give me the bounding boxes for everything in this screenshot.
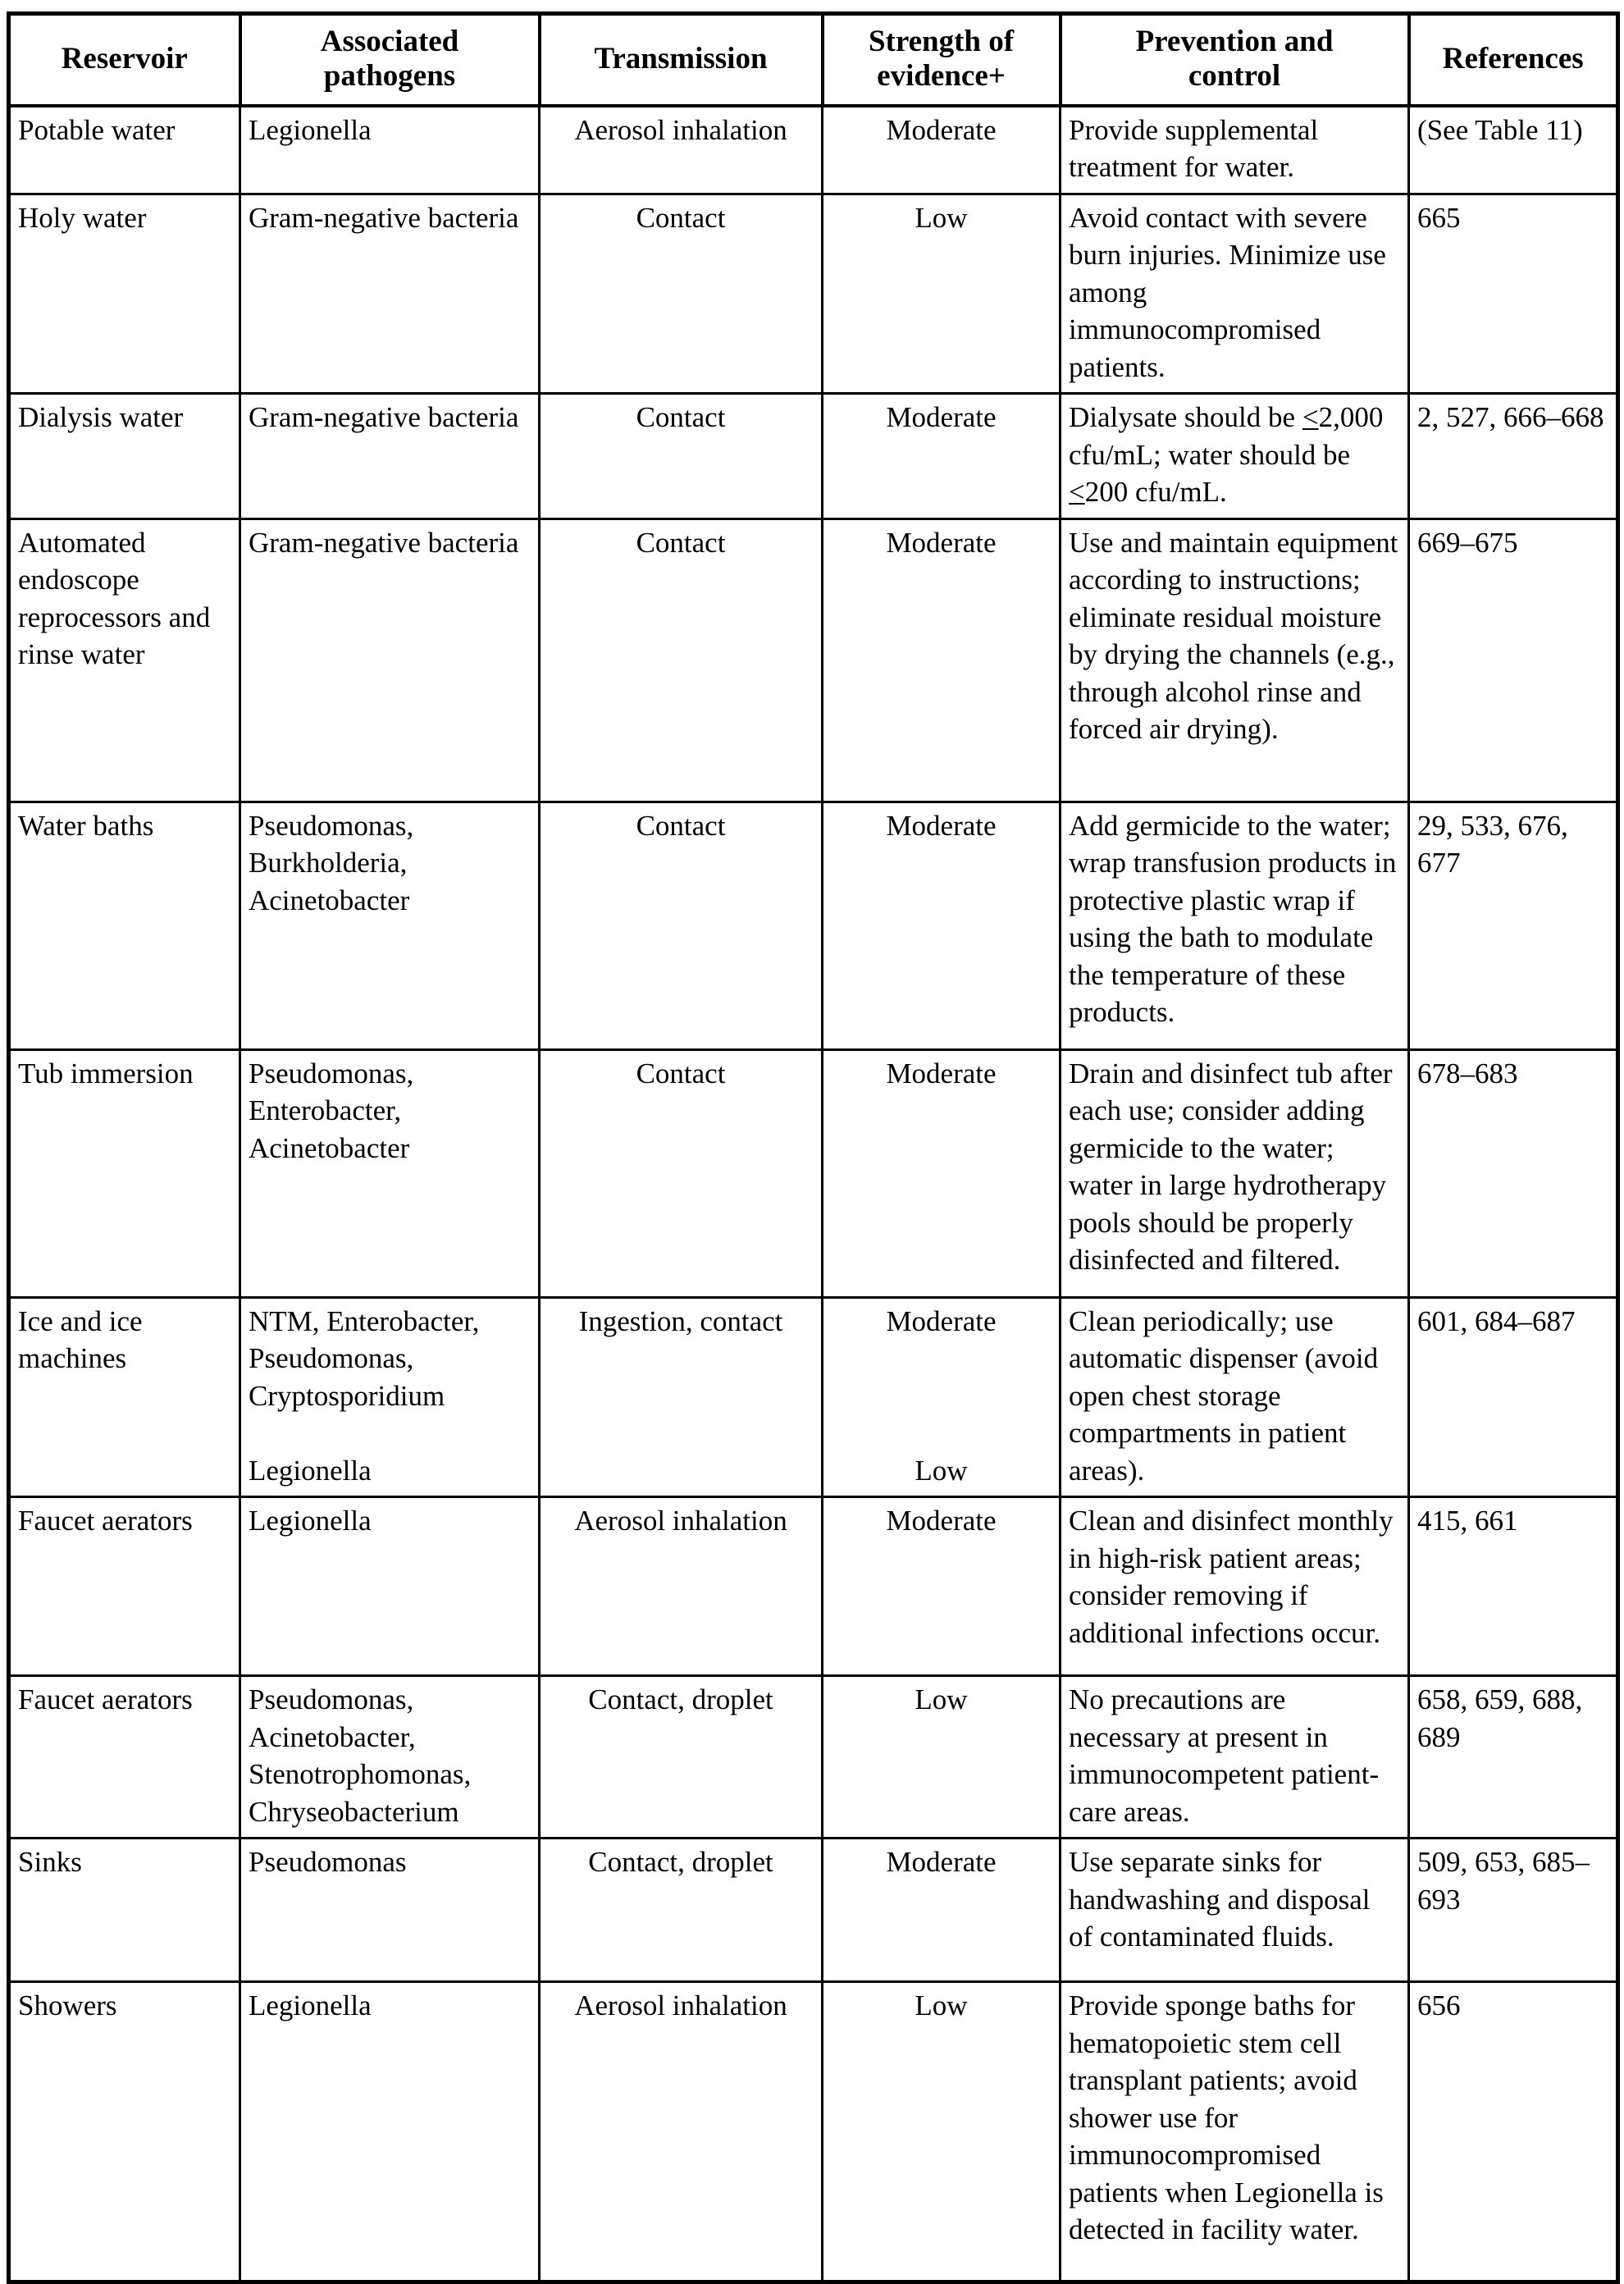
cell-reservoir: Tub immersion bbox=[9, 1049, 240, 1297]
column-header-associated-pathogens bbox=[240, 14, 540, 106]
cell-transmission: Contact bbox=[540, 1049, 823, 1297]
cell-reservoir: Faucet aerators bbox=[9, 1676, 240, 1839]
column-header-reservoir bbox=[9, 14, 240, 106]
less-than-or-equal-symbol: < bbox=[1302, 401, 1319, 434]
cell-prevention bbox=[1061, 394, 1409, 519]
evidence-spacer-3 bbox=[831, 1414, 1051, 1452]
cell-reservoir: Water baths bbox=[9, 802, 240, 1049]
cell-references: 665 bbox=[1409, 194, 1618, 394]
cell-pathogens: Legionella bbox=[240, 1497, 540, 1676]
pathogens-secondary: Legionella bbox=[249, 1454, 372, 1487]
cell-references: 29, 533, 676, 677 bbox=[1409, 802, 1618, 1049]
cell-pathogens bbox=[240, 1297, 540, 1497]
cell-references: 656 bbox=[1409, 1982, 1618, 2282]
table-row bbox=[9, 1676, 1618, 1839]
table-row bbox=[9, 518, 1618, 802]
cell-transmission: Contact bbox=[540, 518, 823, 802]
cell-prevention: Clean and disinfect monthly in high-risk patient areas; consider removing if additional infections occur. bbox=[1061, 1497, 1409, 1676]
table-row bbox=[9, 1297, 1618, 1497]
column-header-reservoir-label: Reservoir bbox=[61, 41, 188, 75]
cell-prevention: Provide sponge baths for hematopoietic stem cell transplant patients; avoid shower use for immunocompromised patients when Legionella is detected in facility water. bbox=[1061, 1982, 1409, 2282]
column-header-prevention-line2: control bbox=[1188, 58, 1281, 93]
cell-evidence: Low bbox=[823, 194, 1061, 394]
column-header-references-label: References bbox=[1442, 41, 1584, 75]
cell-reservoir: Automated endoscope reprocessors and rinse water bbox=[9, 518, 240, 802]
table-row bbox=[9, 194, 1618, 394]
pathogens-primary: NTM, Enterobacter, Pseudomonas, Cryptosporidium bbox=[249, 1304, 480, 1412]
cell-evidence: Low bbox=[823, 1982, 1061, 2282]
cell-references: 415, 661 bbox=[1409, 1497, 1618, 1676]
cell-evidence: Moderate bbox=[823, 106, 1061, 194]
evidence-secondary: Low bbox=[915, 1454, 968, 1487]
prevention-text-part3: 200 cfu/mL. bbox=[1084, 476, 1227, 509]
cell-transmission: Contact, droplet bbox=[540, 1676, 823, 1839]
cell-reservoir: Dialysis water bbox=[9, 394, 240, 519]
cell-prevention: Drain and disinfect tub after each use; consider adding germicide to the water; water in large hydrotherapy pools should be properly disinfected and filtered. bbox=[1061, 1049, 1409, 1297]
cell-transmission: Contact bbox=[540, 194, 823, 394]
cell-reservoir: Ice and ice machines bbox=[9, 1297, 240, 1497]
cell-references: 669–675 bbox=[1409, 518, 1618, 802]
table-header-row bbox=[9, 14, 1618, 106]
column-header-transmission bbox=[540, 14, 823, 106]
table-row bbox=[9, 802, 1618, 1049]
cell-reservoir: Faucet aerators bbox=[9, 1497, 240, 1676]
cell-prevention: Use and maintain equipment according to instructions; eliminate residual moisture by drying the channels (e.g., through alcohol rinse and forced air drying). bbox=[1061, 518, 1409, 802]
cell-transmission: Contact bbox=[540, 802, 823, 1049]
cell-evidence: Moderate bbox=[823, 518, 1061, 802]
cell-transmission: Aerosol inhalation bbox=[540, 1982, 823, 2282]
cell-reservoir: Sinks bbox=[9, 1839, 240, 1982]
column-header-evidence-line1: Strength of bbox=[868, 25, 1015, 58]
evidence-spacer-2 bbox=[831, 1377, 1051, 1415]
cell-prevention: Avoid contact with severe burn injuries. Minimize use among immunocompromised patients. bbox=[1061, 194, 1409, 394]
cell-pathogens: Legionella bbox=[240, 1982, 540, 2282]
cell-references: (See Table 11) bbox=[1409, 106, 1618, 194]
column-header-pathogens-line2: pathogens bbox=[323, 58, 456, 93]
column-header-evidence-line2: evidence+ bbox=[877, 58, 1006, 93]
water-reservoirs-table bbox=[7, 11, 1620, 2284]
column-header-pathogens-line1: Associated bbox=[320, 25, 459, 58]
table-body bbox=[9, 106, 1618, 2282]
table-row bbox=[9, 1839, 1618, 1982]
pathogens-spacer bbox=[249, 1414, 531, 1452]
cell-pathogens: Pseudomonas, Burkholderia, Acinetobacter bbox=[240, 802, 540, 1049]
cell-pathogens: Gram-negative bacteria bbox=[240, 194, 540, 394]
cell-prevention: No precautions are necessary at present in immunocompetent patient-care areas. bbox=[1061, 1676, 1409, 1839]
evidence-spacer-1 bbox=[831, 1340, 1051, 1377]
cell-evidence: Moderate bbox=[823, 1497, 1061, 1676]
prevention-text-part2: 2,000 cfu/mL; water should be bbox=[1069, 401, 1384, 471]
cell-evidence: Low bbox=[823, 1676, 1061, 1839]
table-row bbox=[9, 1049, 1618, 1297]
cell-evidence bbox=[823, 1297, 1061, 1497]
less-than-or-equal-symbol: < bbox=[1069, 476, 1085, 509]
cell-evidence: Moderate bbox=[823, 394, 1061, 519]
cell-pathogens: Pseudomonas, Acinetobacter, Stenotrophomonas, Chryseobacterium bbox=[240, 1676, 540, 1839]
cell-reservoir: Potable water bbox=[9, 106, 240, 194]
cell-references: 678–683 bbox=[1409, 1049, 1618, 1297]
cell-prevention: Clean periodically; use automatic dispenser (avoid open chest storage compartments in patient areas). bbox=[1061, 1297, 1409, 1497]
prevention-text-part1: Dialysate should be bbox=[1069, 401, 1302, 434]
column-header-references bbox=[1409, 14, 1618, 106]
column-header-prevention-line1: Prevention and bbox=[1135, 25, 1334, 58]
cell-prevention: Add germicide to the water; wrap transfusion products in protective plastic wrap if using the bath to modulate the temperature of these products. bbox=[1061, 802, 1409, 1049]
cell-evidence: Moderate bbox=[823, 802, 1061, 1049]
cell-references: 658, 659, 688, 689 bbox=[1409, 1676, 1618, 1839]
table-row bbox=[9, 1982, 1618, 2282]
cell-references: 2, 527, 666–668 bbox=[1409, 394, 1618, 519]
cell-evidence: Moderate bbox=[823, 1839, 1061, 1982]
cell-transmission: Contact bbox=[540, 394, 823, 519]
table-row bbox=[9, 106, 1618, 194]
cell-transmission: Aerosol inhalation bbox=[540, 1497, 823, 1676]
table-row bbox=[9, 1497, 1618, 1676]
column-header-prevention-and-control bbox=[1061, 14, 1409, 106]
cell-references: 509, 653, 685–693 bbox=[1409, 1839, 1618, 1982]
cell-references: 601, 684–687 bbox=[1409, 1297, 1618, 1497]
table-row bbox=[9, 394, 1618, 519]
cell-transmission: Aerosol inhalation bbox=[540, 106, 823, 194]
column-header-transmission-label: Transmission bbox=[594, 41, 768, 75]
evidence-primary: Moderate bbox=[886, 1304, 997, 1337]
cell-pathogens: Pseudomonas, Enterobacter, Acinetobacter bbox=[240, 1049, 540, 1297]
cell-prevention: Use separate sinks for handwashing and disposal of contaminated fluids. bbox=[1061, 1839, 1409, 1982]
cell-prevention: Provide supplemental treatment for water. bbox=[1061, 106, 1409, 194]
cell-reservoir: Showers bbox=[9, 1982, 240, 2282]
cell-pathogens: Legionella bbox=[240, 106, 540, 194]
cell-pathogens: Gram-negative bacteria bbox=[240, 394, 540, 519]
table-header bbox=[9, 14, 1618, 106]
cell-transmission: Ingestion, contact bbox=[540, 1297, 823, 1497]
cell-pathogens: Gram-negative bacteria bbox=[240, 518, 540, 802]
cell-reservoir: Holy water bbox=[9, 194, 240, 394]
cell-evidence: Moderate bbox=[823, 1049, 1061, 1297]
column-header-strength-of-evidence bbox=[823, 14, 1061, 106]
cell-transmission: Contact, droplet bbox=[540, 1839, 823, 1982]
cell-pathogens: Pseudomonas bbox=[240, 1839, 540, 1982]
